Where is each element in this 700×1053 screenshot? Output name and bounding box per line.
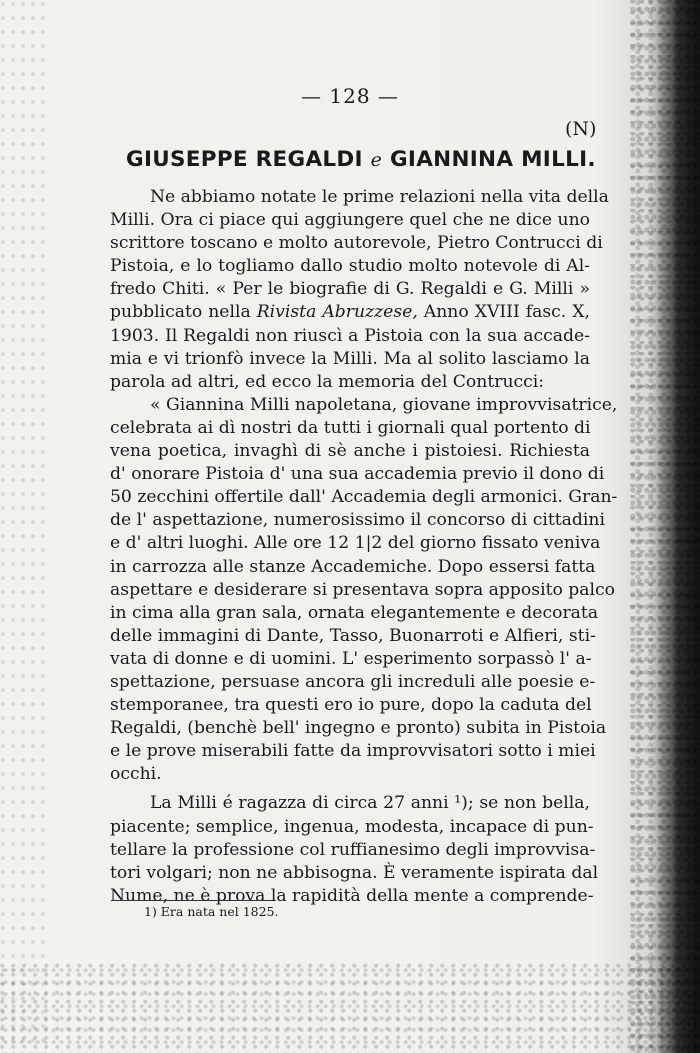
text-line: d' onorare Pistoia d' una sua accademia previo il dono di: [110, 464, 605, 485]
text-line: scrittore toscano e molto autorevole, Pietro Contrucci di: [110, 233, 603, 254]
text-line: in carrozza alle stanze Accademiche. Dopo essersi fatta: [110, 556, 596, 577]
title-conjunction: e: [370, 149, 383, 171]
text-line: de l' aspettazione, numerosissimo il concorso di cittadini: [110, 510, 605, 531]
text-line: stemporanee, tra questi ero io pure, dopo la caduta del: [110, 695, 592, 716]
footnote-rule: [112, 900, 272, 901]
text-line: spettazione, persuase ancora gli increduli alle poesie e-: [110, 671, 596, 692]
text-line: fredo Chiti. « Per le biografie di G. Regaldi e G. Milli »: [110, 279, 590, 300]
right-edge-speckle: [630, 0, 700, 1053]
text-line: Ne abbiamo notate le prime relazioni nella vita della: [150, 187, 609, 207]
footnote: 1) Era nata nel 1825.: [144, 904, 279, 919]
text-line: e d' altri luoghi. Alle ore 12 1|2 del giorno fissato veniva: [110, 533, 601, 554]
bottom-edge-speckle: [0, 963, 700, 1053]
text-line: pubblicato nella Rivista Abruzzese, Anno XVIII fasc. X,: [110, 302, 590, 323]
body-text: [110, 186, 618, 908]
text-line: piacente; semplice, ingenua, modesta, incapace di pun-: [110, 816, 594, 837]
text-line: in cima alla gran sala, ornata elegantemente e decorata: [110, 602, 599, 623]
text-line: tellare la professione col ruffianesimo degli improvvisa-: [110, 839, 596, 860]
text-line: celebrata ai dì nostri da tutti i giornali qual portento di: [110, 417, 591, 438]
text-line: parola ad altri, ed ecco la memoria del Contrucci:: [110, 371, 545, 392]
text-line: aspettare e desiderare si presentava sopra apposito palco: [110, 579, 616, 600]
text-line: La Milli é ragazza di circa 27 anni ¹); se non bella,: [150, 793, 590, 814]
title-part-2: GIANNINA MILLI.: [389, 147, 596, 172]
text-line: delle immagini di Dante, Tasso, Buonarroti e Alfieri, sti-: [110, 625, 596, 646]
text-line: Pistoia, e lo togliamo dallo studio molto notevole di Al-: [110, 256, 590, 277]
page-number: — 128 —: [301, 84, 399, 108]
text-line: Regaldi, (benchè bell' ingegno e pronto) subita in Pistoia: [110, 718, 607, 739]
left-edge-speckle: [0, 0, 45, 1053]
chapter-title: [126, 147, 596, 172]
text-line: Nume, ne è prova la rapidità della mente a comprende-: [110, 885, 594, 906]
title-part-1: GIUSEPPE REGALDI: [126, 147, 363, 172]
text-line: tori volgari; non ne abbisogna. È veramente ispirata dal: [110, 862, 599, 883]
text-line: vata di donne e di uomini. L' esperimento sorpassò l' a-: [110, 648, 592, 669]
text-line: 1903. Il Regaldi non riuscì a Pistoia con la sua accade-: [110, 325, 590, 346]
text-line: vena poetica, invaghì di sè anche i pistoiesi. Richiesta: [110, 441, 590, 462]
text-line: occhi.: [110, 764, 162, 785]
text-line: 50 zecchini offertile dall' Accademia degli armonici. Gran-: [110, 487, 618, 508]
journal-title: Rivista Abruzzese,: [256, 302, 418, 323]
section-marker: (N): [565, 118, 597, 140]
text-line: Milli. Ora ci piace qui aggiungere quel che ne dice uno: [110, 210, 590, 231]
text-line: « Giannina Milli napoletana, giovane improvvisatrice,: [150, 394, 618, 415]
text-line: e le prove miserabili fatte da improvvisatori sotto i miei: [110, 741, 596, 762]
text-line: mia e vi trionfò invece la Milli. Ma al solito lasciamo la: [110, 348, 590, 369]
